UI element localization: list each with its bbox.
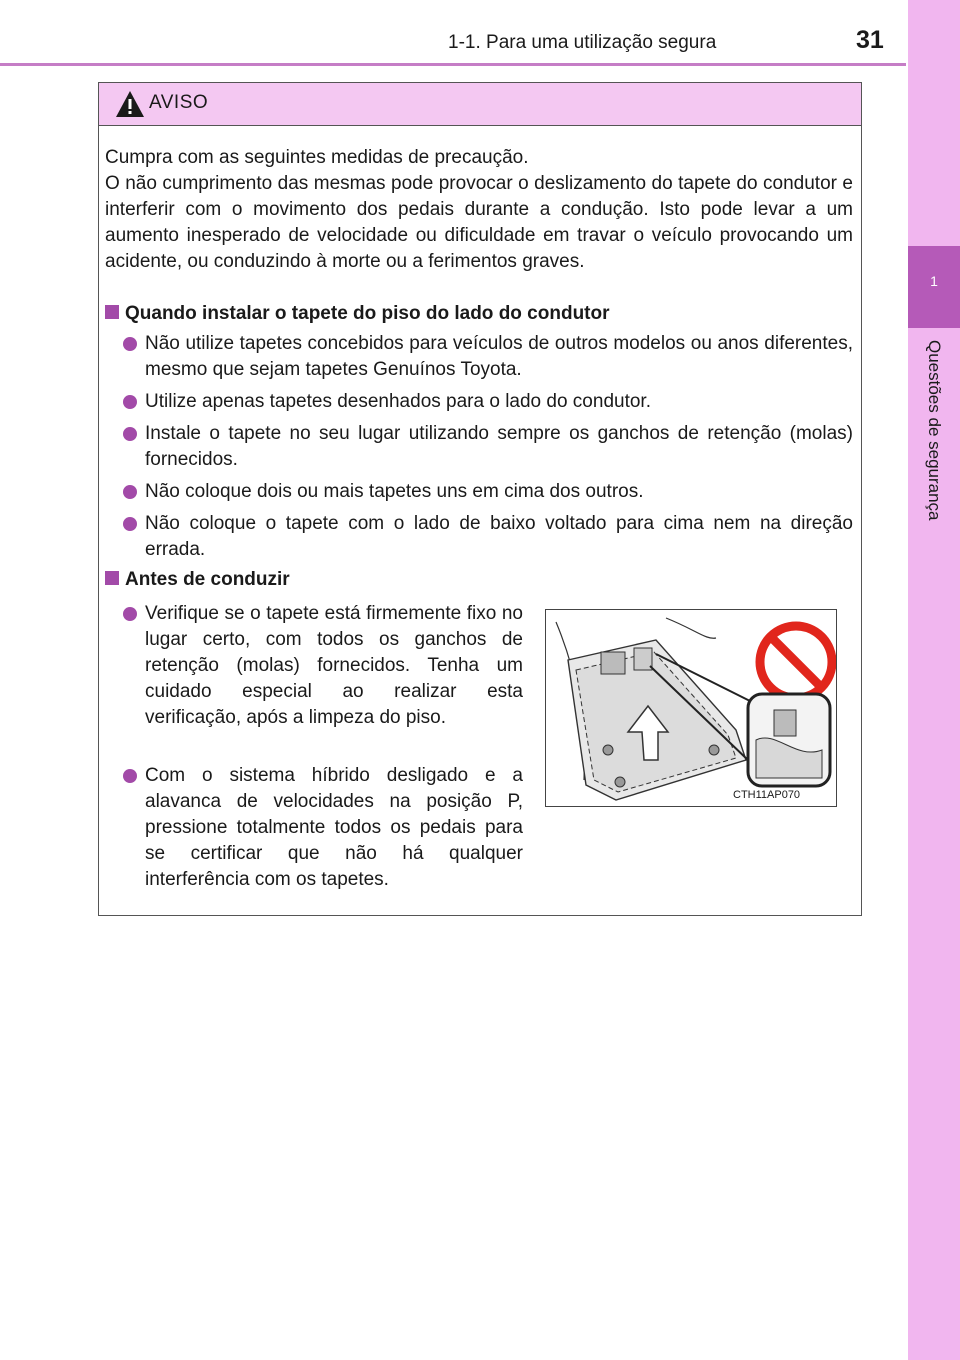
list-item [123,389,853,415]
section-heading-install [105,301,610,327]
list-item [123,511,853,563]
bullet-icon [123,485,137,499]
section-title: 1-1. Para uma utilização segura [448,32,717,53]
bullet-icon [123,427,137,441]
chapter-title-text: Questões de segurança [925,340,944,521]
list-item [123,601,523,731]
bullet-icon [123,395,137,409]
page-number: 31 [856,26,884,54]
list-item-text: Instale o tapete no seu lugar utilizando sempre os ganchos de retenção (molas) fornecidos. [145,423,853,470]
bullet-icon [123,769,137,783]
chapter-number[interactable]: 1 [908,246,960,328]
intro-line-2: O não cumprimento das mesmas pode provocar o deslizamento do tapete do condutor e interferir com o movimento dos pedais durante a condução. Isto pode levar a um aumento inesperado de velocidade ou dificuldade em travar o veículo provocando um acidente, ou conduzindo à morte ou a ferimentos graves. [105,173,853,272]
section-heading-before-driving-text: Antes de conduzir [125,569,290,590]
square-bullet-icon [105,571,119,585]
list-item-text: Não utilize tapetes concebidos para veículos de outros modelos ou anos diferentes, mesmo que sejam tapetes Genuínos Toyota. [145,333,853,380]
figure-code: CTH11AP070 [733,789,801,801]
chapter-title [908,340,960,560]
warning-intro [105,145,853,275]
bullet-icon [123,517,137,531]
section-heading-before-driving [105,567,290,593]
list-item [123,421,853,473]
chapter-side-tab [908,0,960,1360]
section-heading-install-text: Quando instalar o tapete do piso do lado do condutor [125,303,610,324]
list-item [123,763,523,893]
list-item [123,479,853,505]
intro-line-1: Cumpra com as seguintes medidas de precaução. [105,147,529,168]
list-item-text: Verifique se o tapete está firmemente fixo no lugar certo, com todos os ganchos de retenção (molas) fornecidos. Tenha um cuidado especial ao realizar esta verificação, após a limpeza do piso. [145,603,523,728]
bullet-icon [123,337,137,351]
warning-triangle-icon [115,90,145,118]
warning-label: AVISO [149,92,209,113]
square-bullet-icon [105,305,119,319]
list-item [123,331,853,383]
warning-header [99,83,861,126]
list-item-text: Utilize apenas tapetes desenhados para o lado do condutor. [145,391,651,412]
list-item-text: Não coloque dois ou mais tapetes uns em cima dos outros. [145,481,644,502]
bullet-icon [123,607,137,621]
header-divider [0,63,906,66]
list-item-text: Não coloque o tapete com o lado de baixo voltado para cima nem na direção errada. [145,513,853,560]
floor-mat-illustration [545,609,837,807]
floor-mat-illustration-graphic [546,610,836,806]
list-item-text: Com o sistema híbrido desligado e a alavanca de velocidades na posição P, pressione totalmente todos os pedais para se certificar que não há qualquer interferência com os tapetes. [145,765,523,890]
warning-box [98,82,862,916]
